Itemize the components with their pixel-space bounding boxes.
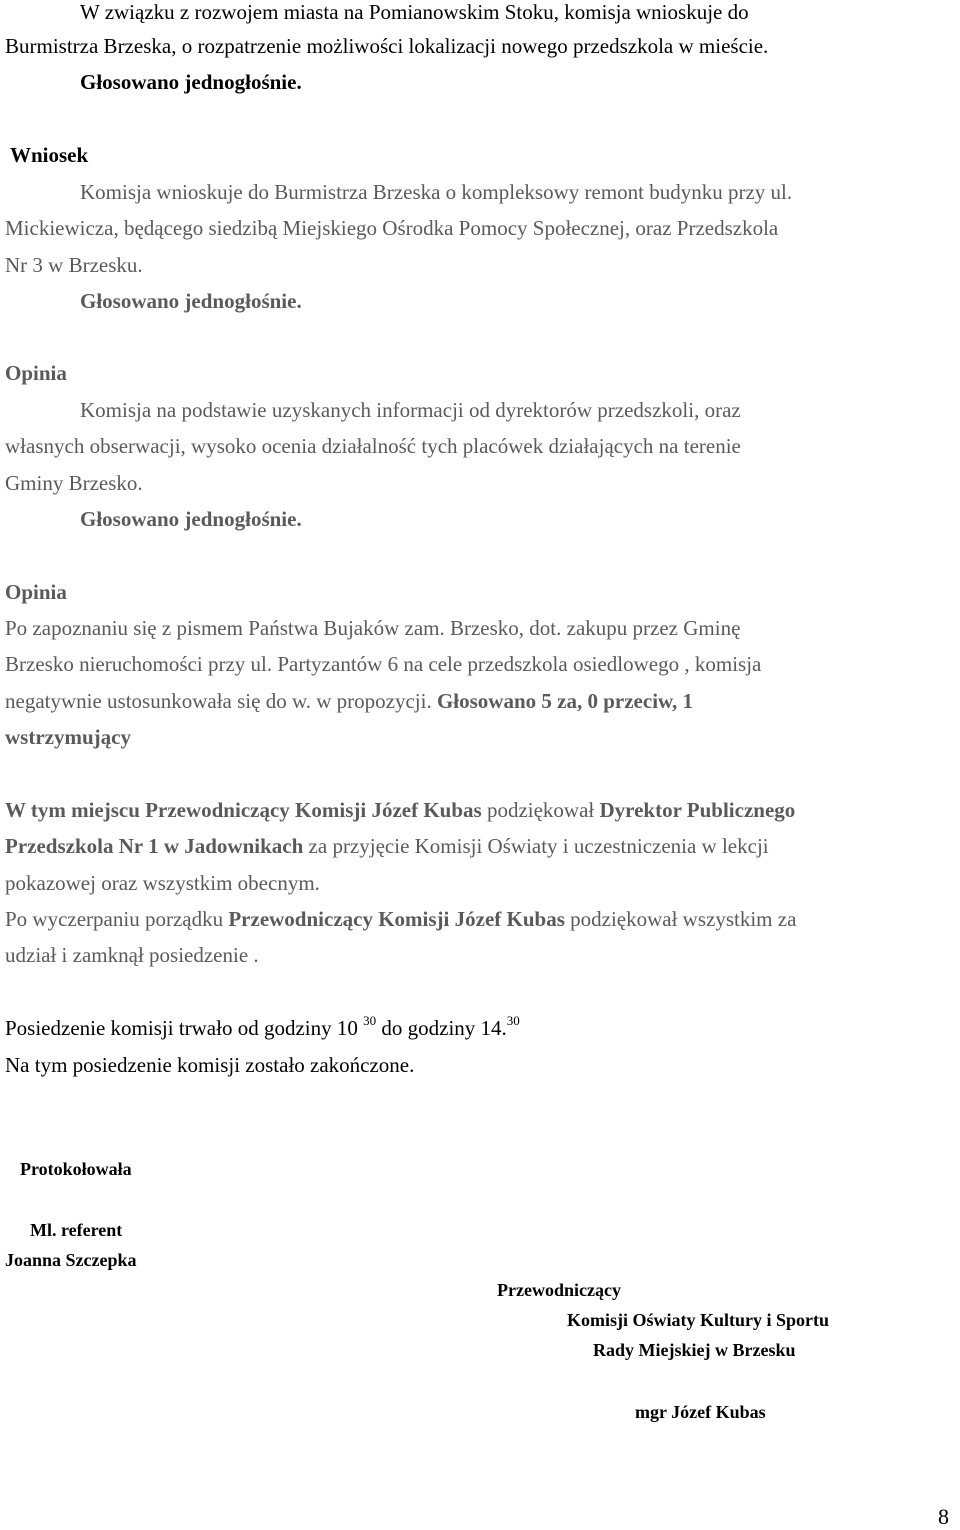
p1-line1: W związku z rozwojem miasta na Pomianowskim Stoku, komisja wnioskuje do [80,0,749,24]
thanks-line4 [5,907,796,932]
closing-line1 [5,1013,520,1041]
thanks-chair-2: Przewodniczący Komisji Józef Kubas [228,907,565,931]
opinia1-line1: Komisja na podstawie uzyskanych informacji od dyrektorów przedszkoli, oraz [80,398,741,422]
opinia1-line3: Gminy Brzesko. [5,471,143,495]
thanks-line2 [5,834,769,859]
opinia2-heading: Opinia [5,580,67,604]
signature-council: Rady Miejskiej w Brzesku [593,1340,796,1360]
thanks-line4-start: Po wyczerpaniu porządku [5,907,229,931]
p1-line2: Burmistrza Brzeska, o rozpatrzenie możliwości lokalizacji nowego przedszkola w mieście. [5,34,769,58]
opinia2-vote-b: wstrzymujący [5,725,131,749]
closing-end-minutes: 30 [506,1013,520,1028]
opinia2-vote-a: Głosowano 5 za, 0 przeciw, 1 [436,689,694,713]
opinia1-vote: Głosowano jednogłośnie. [80,507,302,531]
page-number: 8 [938,1504,949,1529]
opinia2-line3-text: negatywnie ustosunkowała się do w. w propozycji. [5,689,432,713]
opinia2-line3 [5,689,693,714]
signature-recorder-name: Joanna Szczepka [5,1250,137,1270]
wniosek-vote: Głosowano jednogłośnie. [80,289,302,313]
opinia2-line2: Brzesko nieruchomości przy ul. Partyzantów 6 na cele przedszkola osiedlowego , komisja [5,652,762,676]
opinia1-heading: Opinia [5,361,67,385]
wniosek-heading: Wniosek [10,143,89,167]
thanks-verb-1: podziękował [481,798,600,822]
thanks-line4-end: podziękował wszystkim za [564,907,797,931]
thanks-school: Przedszkola Nr 1 w Jadownikach [5,834,304,858]
wniosek-line3: Nr 3 w Brzesku. [5,253,143,277]
signature-committee: Komisji Oświaty Kultury i Sportu [567,1310,830,1330]
thanks-line2-rest: za przyjęcie Komisji Oświaty i uczestniczenia w lekcji [303,834,769,858]
thanks-director: Dyrektor Publicznego [599,798,796,822]
thanks-line5: udział i zamknął posiedzenie . [5,943,259,967]
opinia2-line1: Po zapoznaniu się z pismem Państwa Bujaków zam. Brzesko, dot. zakupu przez Gminę [5,616,741,640]
closing-end: do godziny 14. [376,1016,507,1040]
closing-line2: Na tym posiedzenie komisji zostało zakończone. [5,1053,415,1077]
signature-chair-title: Przewodniczący [497,1280,621,1300]
closing-start-minutes: 30 [363,1013,377,1028]
signature-recorder-title: Protokołowała [20,1159,132,1179]
wniosek-line1: Komisja wnioskuje do Burmistrza Brzeska o kompleksowy remont budynku przy ul. [80,180,793,204]
signature-referent: Ml. referent [30,1220,123,1240]
opinia1-line2: własnych obserwacji, wysoko ocenia działalność tych placówek działających na terenie [5,434,741,458]
thanks-chair-1: W tym miejscu Przewodniczący Komisji Józef Kubas [5,798,482,822]
thanks-line3: pokazowej oraz wszystkim obecnym. [5,871,320,895]
signature-chair-name: mgr Józef Kubas [635,1402,766,1422]
wniosek-line2: Mickiewicza, będącego siedzibą Miejskiego Ośrodka Pomocy Społecznej, oraz Przedszkola [5,216,779,240]
closing-start: Posiedzenie komisji trwało od godziny 10 [5,1016,364,1040]
thanks-line1 [5,798,795,823]
p1-vote: Głosowano jednogłośnie. [80,70,302,94]
